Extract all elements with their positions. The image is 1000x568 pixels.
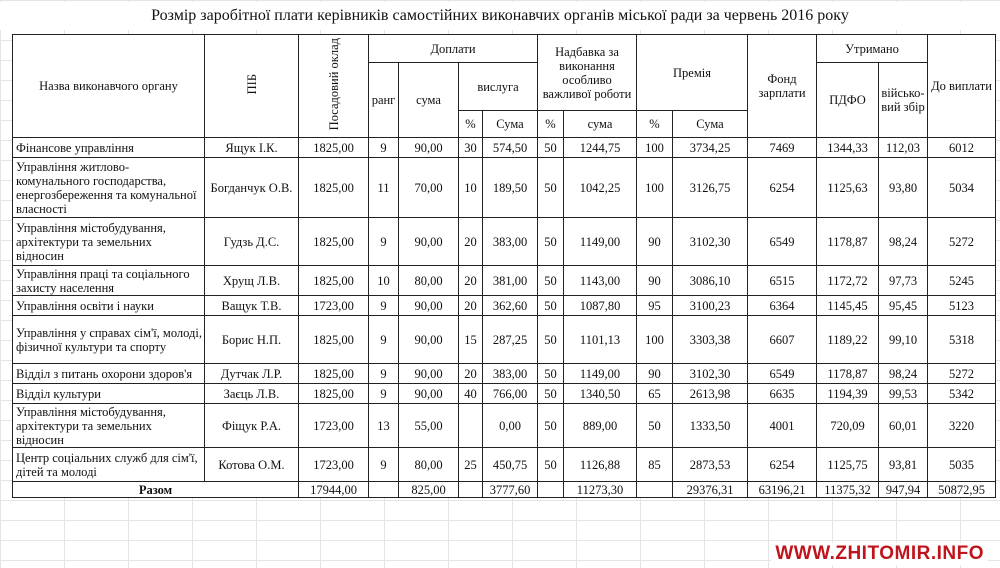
header-premia-sum: Сума [673,111,748,138]
table-cell: 1825,00 [299,384,369,404]
table-cell: Фінансове управління [13,138,205,158]
table-cell: Управління житлово-комунального господарства, енергозбереження та комунальної власності [13,158,205,218]
table-cell: 7469 [748,138,817,158]
total-cell: 17944,00 [299,482,369,498]
table-cell: 5272 [928,364,996,384]
table-cell: 10 [369,266,399,296]
salary-table [12,34,996,498]
table-cell: Управління у справах сім'ї, молоді, фізичної культури та спорту [13,316,205,364]
table-cell: 90,00 [399,138,459,158]
table-cell: 5245 [928,266,996,296]
table-row [13,266,996,296]
table-cell: 40 [459,384,483,404]
table-cell: 6515 [748,266,817,296]
table-cell: Управління праці та соціального захисту населення [13,266,205,296]
table-row [13,158,996,218]
table-cell: 1143,00 [564,266,637,296]
table-cell: 80,00 [399,448,459,482]
table-cell: 99,10 [879,316,928,364]
total-cell [637,482,673,498]
table-cell: 0,00 [483,404,538,448]
table-row [13,364,996,384]
table-cell: Управління освіти і науки [13,296,205,316]
table-cell: 1825,00 [299,316,369,364]
table-cell: 98,24 [879,364,928,384]
table-cell: 95 [637,296,673,316]
header-premia-pct: % [637,111,673,138]
table-cell: 50 [637,404,673,448]
table-cell: 1042,25 [564,158,637,218]
table-cell: 90,00 [399,384,459,404]
table-cell: 889,00 [564,404,637,448]
table-cell: 50 [538,266,564,296]
header-vysluga: вислуга [459,63,538,111]
table-cell: 50 [538,364,564,384]
table-cell: 3086,10 [673,266,748,296]
total-cell: 50872,95 [928,482,996,498]
table-cell: 70,00 [399,158,459,218]
table-cell: 97,73 [879,266,928,296]
table-cell: 3102,30 [673,218,748,266]
table-cell: 90 [637,364,673,384]
table-cell: 50 [538,384,564,404]
total-cell: 825,00 [399,482,459,498]
table-cell: 93,81 [879,448,928,482]
table-cell: 383,00 [483,218,538,266]
table-cell: 50 [538,218,564,266]
total-cell [459,482,483,498]
table-cell: 1149,00 [564,364,637,384]
table-cell: 1194,39 [817,384,879,404]
table-cell: 766,00 [483,384,538,404]
table-cell: Управління містобудування, архітектури та земельних відносин [13,218,205,266]
table-cell: 1125,75 [817,448,879,482]
table-cell: 1178,87 [817,218,879,266]
table-cell: 9 [369,218,399,266]
table-cell: 6549 [748,364,817,384]
table-cell: 90,00 [399,364,459,384]
table-cell: Ващук Т.В. [205,296,299,316]
table-cell: 20 [459,266,483,296]
header-nadbavka-pct: % [538,111,564,138]
table-row [13,218,996,266]
header-vysluga-pct: % [459,111,483,138]
header-fond: Фонд зарплати [748,35,817,138]
table-cell: 90 [637,266,673,296]
table-cell: 50 [538,296,564,316]
table-cell: Гудзь Д.С. [205,218,299,266]
header-doplaty: Доплати [369,35,538,63]
table-cell: 1825,00 [299,266,369,296]
table-cell: 11 [369,158,399,218]
total-cell: 11273,30 [564,482,637,498]
table-row [13,384,996,404]
table-cell: 90,00 [399,218,459,266]
table-cell: 1723,00 [299,296,369,316]
table-cell: 50 [538,158,564,218]
table-cell: 383,00 [483,364,538,384]
table-cell: 3102,30 [673,364,748,384]
table-cell: 3126,75 [673,158,748,218]
table-cell: 362,60 [483,296,538,316]
table-cell: 6012 [928,138,996,158]
header-salary: Посадовий оклад [299,35,369,138]
table-cell: Хрущ Л.В. [205,266,299,296]
table-cell: 90,00 [399,316,459,364]
total-cell: 63196,21 [748,482,817,498]
table-cell: 1723,00 [299,448,369,482]
table-cell: 1825,00 [299,158,369,218]
table-cell: Відділ культури [13,384,205,404]
table-cell: 381,00 [483,266,538,296]
table-row [13,316,996,364]
table-cell: 1825,00 [299,218,369,266]
table-cell: 1101,13 [564,316,637,364]
table-cell: 287,25 [483,316,538,364]
table-cell: 6254 [748,448,817,482]
table-cell: 5318 [928,316,996,364]
table-cell: 1825,00 [299,138,369,158]
table-cell: Фіщук Р.А. [205,404,299,448]
table-cell: 1244,75 [564,138,637,158]
table-cell: 100 [637,138,673,158]
table-cell: 5034 [928,158,996,218]
table-cell: 1178,87 [817,364,879,384]
table-cell: 9 [369,316,399,364]
table-cell: 450,75 [483,448,538,482]
table-row [13,138,996,158]
total-row [13,482,996,498]
table-cell: 1723,00 [299,404,369,448]
table-cell: 90 [637,218,673,266]
table-cell: 574,50 [483,138,538,158]
table-cell: 1126,88 [564,448,637,482]
watermark: WWW.ZHITOMIR.INFO [771,543,988,565]
table-cell: Управління містобудування, архітектури та земельних відносин [13,404,205,448]
total-cell [369,482,399,498]
table-cell: 1825,00 [299,364,369,384]
table-cell: 20 [459,296,483,316]
table-row [13,296,996,316]
table-cell: 93,80 [879,158,928,218]
header-pdfo: ПДФО [817,63,879,138]
table-cell: 98,24 [879,218,928,266]
table-cell: 20 [459,218,483,266]
table-cell: 55,00 [399,404,459,448]
table-cell: 720,09 [817,404,879,448]
table-cell: 9 [369,296,399,316]
table-cell: Центр соціальних служб для сім'ї, дітей та молоді [13,448,205,482]
table-cell: Ящук І.К. [205,138,299,158]
table-cell: 25 [459,448,483,482]
total-label: Разом [13,482,299,498]
table-row [13,448,996,482]
table-cell: 2873,53 [673,448,748,482]
table-cell: Заєць Л.В. [205,384,299,404]
table-cell: 80,00 [399,266,459,296]
table-cell: 9 [369,384,399,404]
total-cell: 947,94 [879,482,928,498]
header-premia: Премія [637,35,748,111]
header-military: військо-вий збір [879,63,928,138]
table-cell: 90,00 [399,296,459,316]
table-cell: 95,45 [879,296,928,316]
table-cell: 5035 [928,448,996,482]
table-cell: 3220 [928,404,996,448]
table-cell: 6635 [748,384,817,404]
table-cell: 13 [369,404,399,448]
total-cell: 3777,60 [483,482,538,498]
table-cell: 112,03 [879,138,928,158]
table-cell: 1333,50 [673,404,748,448]
table-cell: 50 [538,138,564,158]
table-cell: 50 [538,404,564,448]
table-cell: 100 [637,158,673,218]
header-rank: ранг [369,63,399,138]
table-cell: 6254 [748,158,817,218]
table-cell: 65 [637,384,673,404]
header-rank-sum: сума [399,63,459,138]
table-cell: 1172,72 [817,266,879,296]
table-cell: 9 [369,138,399,158]
table-cell: 1145,45 [817,296,879,316]
table-cell: 1125,63 [817,158,879,218]
page-title: Розмір заробітної плати керівників самостійних виконавчих органів міської ради за червень 2016 року [0,2,1000,30]
table-cell: 99,53 [879,384,928,404]
table-cell: 1340,50 [564,384,637,404]
table-row [13,404,996,448]
table-cell: 9 [369,364,399,384]
table-cell: 100 [637,316,673,364]
total-cell: 29376,31 [673,482,748,498]
header-to-pay: До виплати [928,35,996,138]
header-nadbavka-sum: сума [564,111,637,138]
table-cell: 6549 [748,218,817,266]
table-cell: Котова О.М. [205,448,299,482]
header-nadbavka: Надбавка за виконання особливо важливої роботи [538,35,637,111]
table-cell: 85 [637,448,673,482]
table-cell: 20 [459,364,483,384]
total-cell [538,482,564,498]
table-cell: 1189,22 [817,316,879,364]
table-cell: 10 [459,158,483,218]
table-cell: 5272 [928,218,996,266]
table-cell: Богданчук О.В. [205,158,299,218]
table-cell: 3303,38 [673,316,748,364]
table-cell: 6364 [748,296,817,316]
table-cell: 9 [369,448,399,482]
table-cell: 1149,00 [564,218,637,266]
table-cell: 5342 [928,384,996,404]
table-cell: Борис Н.П. [205,316,299,364]
table-cell: 3100,23 [673,296,748,316]
table-cell: 1344,33 [817,138,879,158]
table-cell: 1087,80 [564,296,637,316]
table-cell: 60,01 [879,404,928,448]
header-vysluga-sum: Сума [483,111,538,138]
header-name: Назва виконавчого органу [13,35,205,138]
table-cell: 2613,98 [673,384,748,404]
table-cell: 15 [459,316,483,364]
total-cell: 11375,32 [817,482,879,498]
header-pib: ПІБ [205,35,299,138]
table-cell [459,404,483,448]
table-cell: 3734,25 [673,138,748,158]
table-cell: 5123 [928,296,996,316]
table-cell: 189,50 [483,158,538,218]
table-cell: Відділ з питань охорони здоров'я [13,364,205,384]
table-cell: 6607 [748,316,817,364]
table-cell: 4001 [748,404,817,448]
header-utrymano: Утримано [817,35,928,63]
table-cell: Дутчак Л.Р. [205,364,299,384]
table-cell: 30 [459,138,483,158]
table-cell: 50 [538,316,564,364]
table-cell: 50 [538,448,564,482]
